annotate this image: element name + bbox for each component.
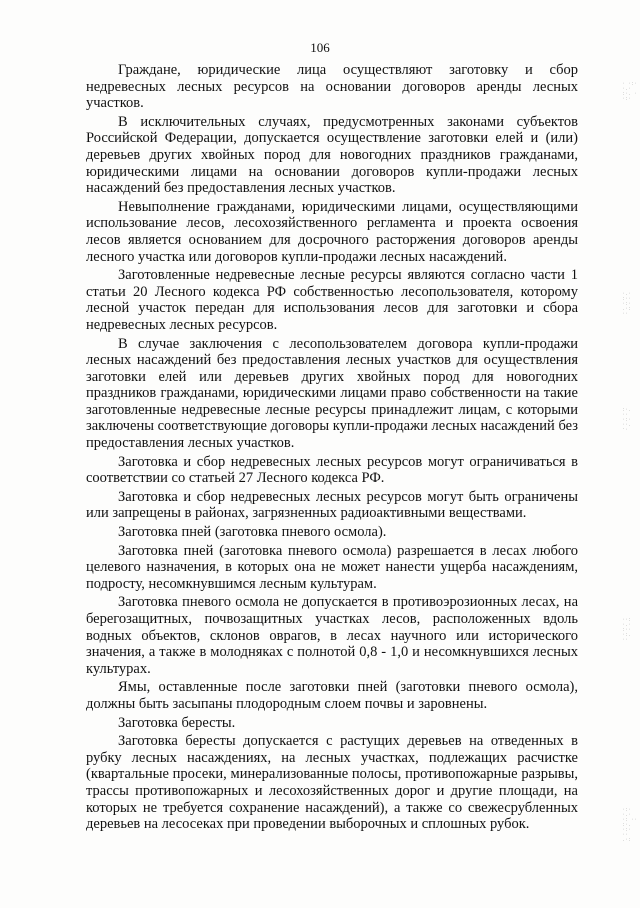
section-heading: Заготовка бересты.	[118, 714, 236, 731]
page-number: 106	[310, 40, 330, 55]
paragraph: Ямы, оставленные после заготовки пней (заготовки пневого осмола), должны быть засыпаны плодородным слоем почвы и заровнены.	[86, 679, 578, 712]
paragraph: Граждане, юридические лица осуществляют заготовку и сбор недревесных лесных ресурсов на основании договоров аренды лесных участков.	[86, 62, 578, 112]
scan-artifact: ·.· :·· ·:· .·: ··	[622, 292, 632, 314]
paragraph: Заготовка пней (заготовка пневого осмола) разрешается в лесах любого целевого назначения, в которых она не может нанести ущерба насаждениям, подросту, несомкнувшимся лесным культурам.	[86, 542, 578, 592]
paragraph: В случае заключения с лесопользователем договора купли-продажи лесных насаждений без предоставления лесных участков для осуществления заготовки елей или деревьев других хвойных пород для новогодних праздников гражданами, юридическими лицами право собственности на такие заготовленные недревесные лесные ресурсы принадлежит лицам, с которыми заключены соответствующие договоры купли-продажи лесных насаждений без предоставления лесных участков.	[86, 335, 578, 452]
paragraph: Заготовка пневого осмола не допускается в противоэрозионных лесах, на берегозащитных, почвозащитных участках лесов, расположенных вдоль водных объектов, склонов оврагов, в лесах научного или исторического значения, а также в молодняках с полнотой 0,8 - 1,0 и несомкнувшихся лесных культурах.	[86, 594, 578, 677]
paragraph: Невыполнение гражданами, юридическими лицами, осуществляющими использование лесов, лесохозяйственного регламента и проекта освоения лесов является основанием для досрочного расторжения договоров аренды лесного участка или договоров купли-продажи лесных насаждений.	[86, 198, 578, 265]
document-body	[86, 62, 578, 835]
paragraph: Заготовленные недревесные лесные ресурсы являются согласно части 1 статьи 20 Лесного кодекса РФ собственностью лесопользователя, которому лесной участок передан для использования лесов для заготовки и сбора недревесных лесных ресурсов.	[86, 267, 578, 333]
scan-artifact: ·:· ·.· ·: ·· :·. ·:· ·· .·:	[622, 808, 638, 843]
paragraph: Заготовка и сбор недревесных лесных ресурсов могут быть ограничены или запрещены в районах, загрязненных радиоактивными веществами.	[86, 488, 578, 522]
paragraph: Заготовка бересты допускается с растущих деревьев на отведенных в рубку лесных насаждениях, на лесных участках, подлежащих расчистке (квартальные просеки, минерализованные полосы, противопожарные разрывы, трассы противопожарных и лесохозяйственных дорог и другие площади, на которых не требуется сохранение насаждений), а также со свежесрубленных деревьев на лесосеках при проведении выборочных и сплошных рубок.	[86, 733, 578, 833]
scan-artifact: ··: ·.· :·· ·:. ··	[622, 618, 632, 642]
section-heading: Заготовка пней (заготовка пневого осмола).	[118, 524, 387, 541]
scan-artifact: :·. ·· ·:· ··. :·	[622, 408, 632, 430]
paragraph: В исключительных случаях, предусмотренных законами субъектов Российской Федерации, допускается осуществление заготовки елей и (или) деревьев других хвойных пород для новогодних праздников гражданами, юридическими лицами на основании договоров купли-продажи лесных насаждений без предоставления лесных участков.	[86, 113, 578, 197]
scan-artifact: · ·:· ·.· :·. · ·:·	[622, 82, 638, 102]
paragraph: Заготовка и сбор недревесных лесных ресурсов могут ограничиваться в соответствии со статьей 27 Лесного кодекса РФ.	[86, 453, 578, 487]
